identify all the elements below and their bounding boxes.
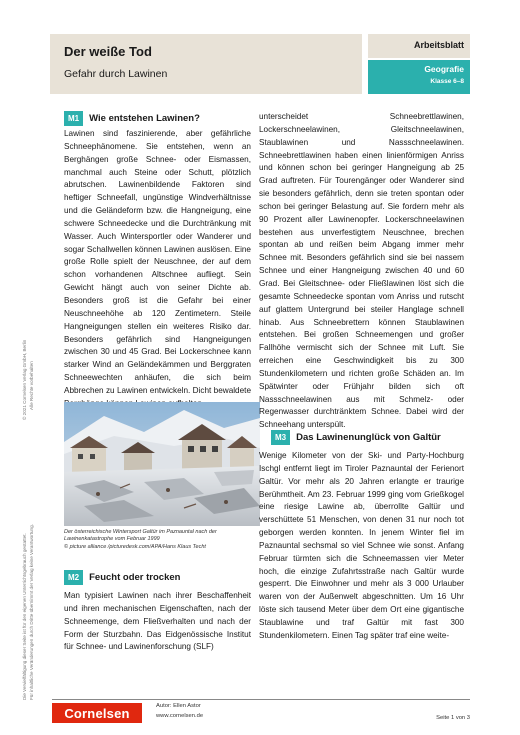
section-tag: M1	[64, 111, 83, 126]
photo-caption-text: Der österreichische Wintersport Galtür im Paznauntal nach der Lawinenkatastrophe vom Februar 1999	[64, 529, 217, 543]
section-heading-m2	[64, 570, 180, 585]
usage-note-1: Die Vervielfältigung dieser Seite ist für den eigenen Unterrichtsgebrauch gestattet.	[22, 533, 27, 700]
section-title: Feucht oder trocken	[89, 572, 181, 583]
copyright-note: © 2021 Cornelsen Verlag GmbH, Berlin	[22, 339, 27, 420]
footer-website[interactable]: www.cornelsen.de	[156, 713, 204, 719]
cornelsen-logo: Cornelsen	[52, 703, 142, 723]
section-title: Wie entstehen Lawinen?	[89, 113, 200, 124]
usage-note-2: Für inhaltliche Veränderungen durch Dritte übernimmt der Verlag keine Verantwortung.	[29, 524, 34, 700]
section-title: Das Lawinenunglück von Galtür	[296, 432, 441, 443]
page-subtitle: Gefahr durch Lawinen	[64, 68, 168, 80]
page-title: Der weiße Tod	[64, 44, 152, 59]
doc-type-label: Arbeitsblatt	[413, 40, 464, 50]
section-heading-m1	[64, 111, 200, 126]
avalanche-photo	[64, 402, 260, 526]
page-number: Seite 1 von 3	[436, 715, 470, 721]
section-text-m2: Man typisiert Lawinen nach ihrer Beschaffenheit und ihren mechanischen Eigenschaften, nach der Schneemenge, dem Fließverhalten und nach der Form der Sturzbahn. Das Eidgenössische Institut für Schnee- und Lawinenforschung (SLF)	[64, 591, 251, 652]
section-heading-m3	[271, 430, 441, 445]
photo-caption	[64, 529, 260, 551]
section-text-m2-continued: unterscheidet Schneebrettlawinen, Lockerschneelawinen, Gleitschneelawinen, Staublawinen und Nassschneelawinen. Schneebrettlawinen haben einen linienförmigen Anriss und können schon bei geringer Hangneigung ab 25 Grad auftreten. Für Tourengänger oder Wanderer sind sie besonders gefährlich, denn sie treten spontan oder schon bei geringer Belastung auf. Sie fordern mehr als 90 Prozent aller Lawinenopfer. Lockerschneelawinen bestehen aus unverfestigtem Neuschnee, brechen spontan ab und reißen beim Abgang immer mehr Schnee mit. Besonders gefährlich sind sie bei nassem Schnee und einer Hangneigung zwischen 40 und 60 Grad. Bei Gleitschnee- oder Fließlawinen löst sich die gesamte Schneedecke spontan vom Anriss und rutscht auf glattem Untergrund bei steiler Hanglage schnell hinab. Aus Schneebrettern können Staublawinen entstehen. Bei großen Schneemengen und großer Fallhöhe vermischt sich der Schnee mit Luft. Sie erreichen eine Geschwindigkeit bis zu 300 Stundenkilometern und richten große Schäden an. Im Spätwinter oder Frühjahr bilden sich oft Nassschneelawinen aus mit Schmelz- oder Regenwasser durchtränktem Schnee. Dabei wird der Schneehang unterspült.	[259, 112, 464, 430]
photo-credit: © picture alliance /picturedesk.com/APA/Hans Klaus Techt	[64, 543, 206, 550]
section-text-m1: Lawinen sind faszinierende, aber gefährliche Schneephänomene. Sie entstehen, wenn an Berghängen große Schnee- oder Eismassen, manchmal auch Steine oder Schutt, plötzlich abrutschen. Lawinenbildende Faktoren sind heftiger Schneefall, ungünstige Windverhältnisse und die Geländeform bzw. die Hangneigung, eine schwere Schneedecke und die Durchtränkung mit Wasser. Auch Wintersportler oder Wanderer und sogar Schallwellen können Lawinen auslösen. Eine große Rolle spielt der Neuschnee, der auf dem schon vorhandenen Altschnee aufliegt. Sein Gewicht hängt auch von seiner Dichte ab. Besonders groß ist die Gefahr bei einer Neuschneehöhe ab 120 Zentimetern. Steile Hangneigungen stellen ein weiteres Risiko dar. Besonders gefährlich sind Hangneigungen zwischen 30 und 45 Grad. Bei Lockerschnee kann starker Wind an Geländekämmen und Berggraten Schneewechten anhäufen, die sich beim Abbrechen zu Lawinen entwickeln. Dicht bewaldete	[64, 129, 251, 395]
grade-label: Klasse 6–8	[430, 78, 464, 85]
avalanche-photo-graphic	[64, 402, 260, 526]
section-text-m3: Wenige Kilometer von der Ski- und Party-Hochburg Ischgl entfernt liegt im Tiroler Paznauntal der Ferienort Galtür. Vor mehr als 20 Jahren erlangte er traurige Berühmtheit. Am 23. Februar 1999 ging vom Grießkogel eine riesige Lawine ab, überrollte Galtür und verschüttete 51 Menschen, von denen 31 nur noch tot geborgen werden konnten. In jenem Winter fiel im Paznauntal sechsmal so viel Schnee wie sonst. Anfang Februar türmten sich die Schneemassen vier Meter hoch, die einzige Zufahrtsstraße nach Galtür wurde gesperrt. Die Einwohner und mehr als 3 000 Urlauber waren von der Außenwelt abgeschnitten. Um 16 Uhr löste sich tausend Meter über dem Ort eine gigantische Staublawine und traf Galtür mit fast 300 Stundenkilometern. Einen Tag später traf eine weite-	[259, 451, 464, 640]
rights-note: Alle Rechte vorbehalten	[29, 361, 34, 410]
footer-author: Autor: Ellen Astor	[156, 703, 201, 709]
section-tag: M3	[271, 430, 290, 445]
header-band	[50, 34, 362, 94]
section-tag: M2	[64, 570, 83, 585]
footer-divider	[52, 699, 470, 700]
subject-label: Geografie	[424, 64, 464, 74]
